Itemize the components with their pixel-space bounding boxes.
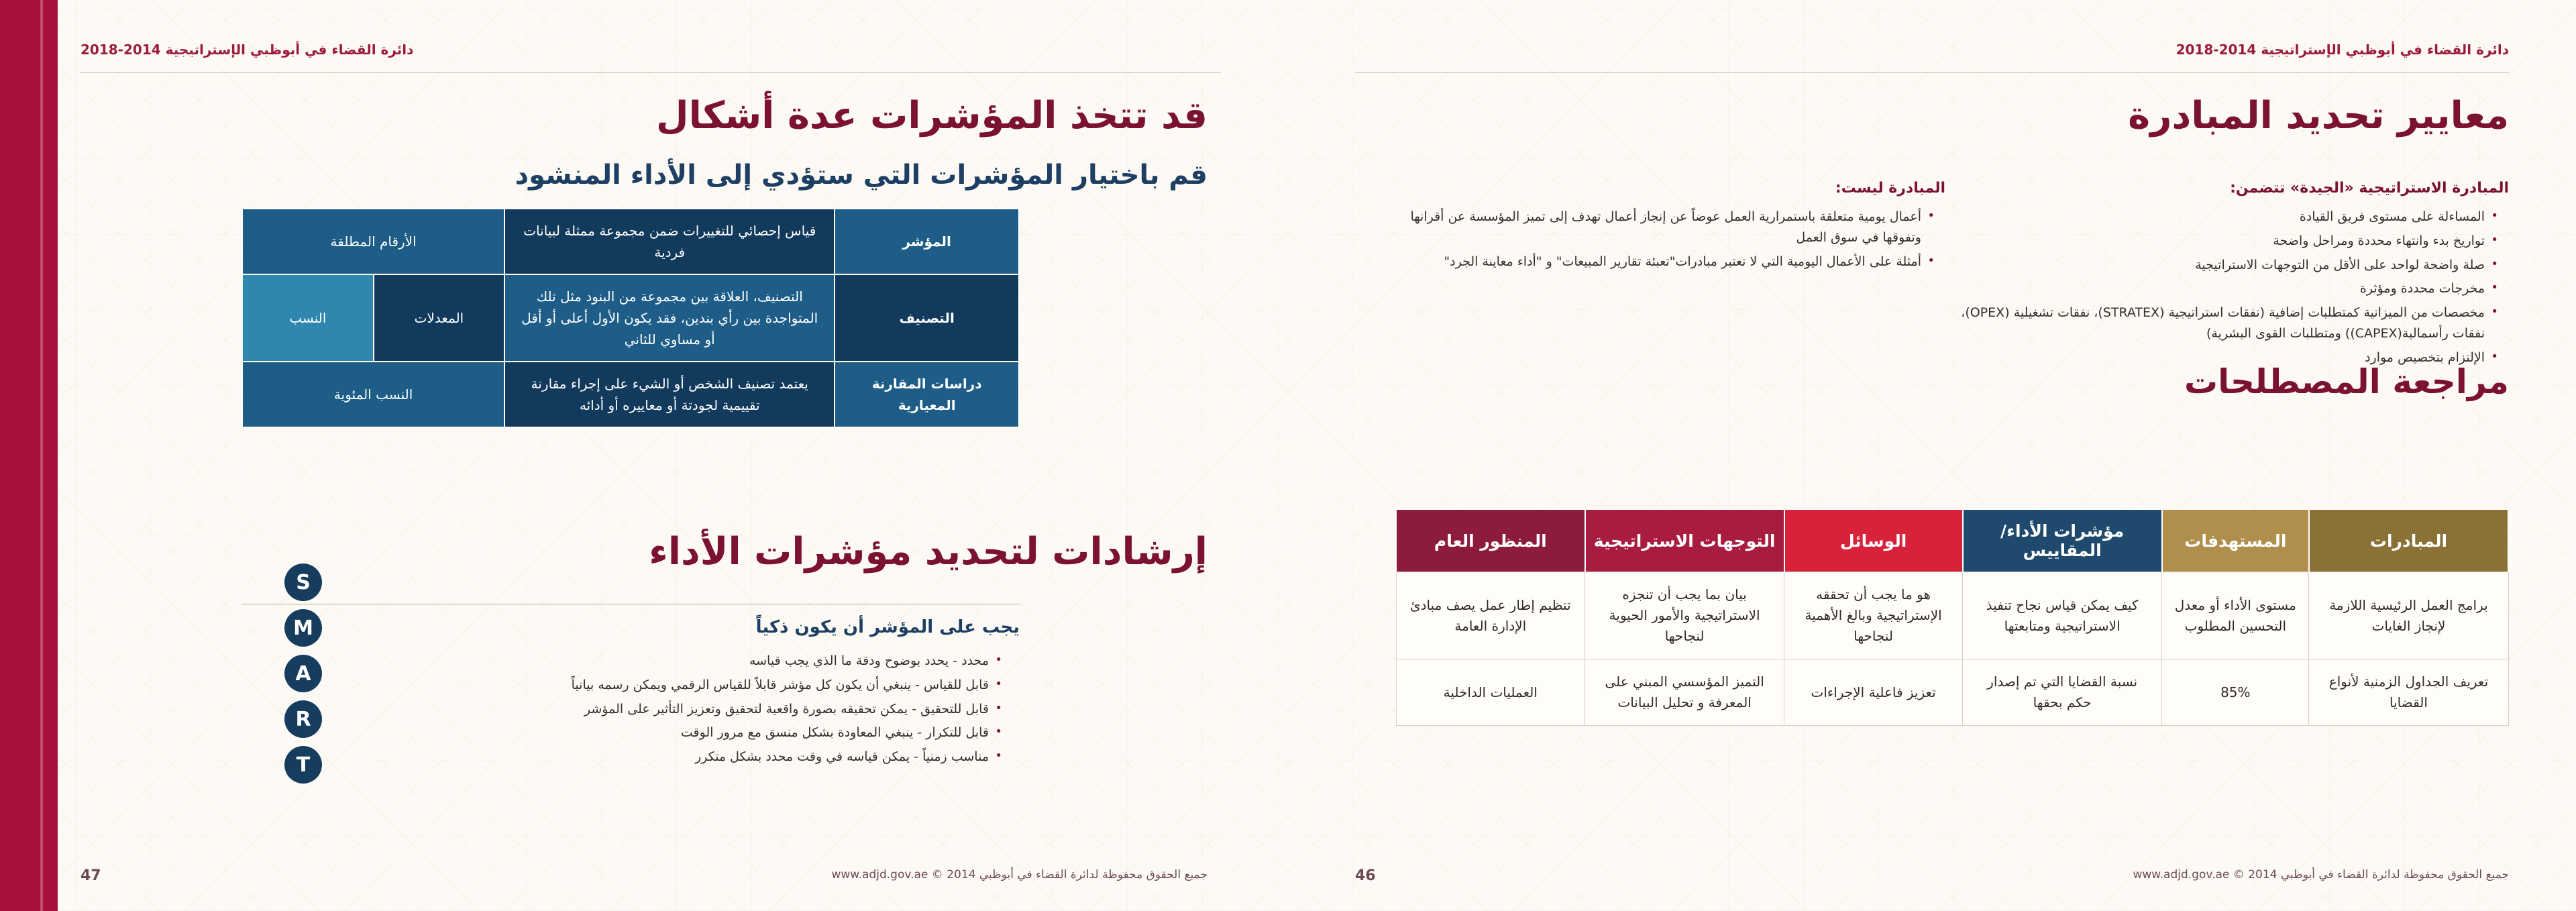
table-cell: النسب المئوية (242, 362, 504, 427)
table-cell: يعتمد تصنيف الشخص أو الشيء على إجراء مقارنة تقييمية لجودتة أو معاييره أو أدائه (504, 362, 835, 427)
table-cell: تعريف الجداول الزمنية لأنواع القضايا (2309, 659, 2508, 726)
list-item: • صلة واضحة لواحد على الأقل من التوجهات الاستراتيجية (1955, 255, 2485, 276)
section-title-guidelines: إرشادات لتحديد مؤشرات الأداء (649, 530, 1208, 574)
header-rule-right (1355, 72, 2509, 73)
list-item: • قابل للتكرار - ينبغي المعاودة بشكل منسق مع مرور الوقت (251, 722, 989, 743)
page-right (1288, 0, 2576, 911)
smart-badge-m: M (284, 609, 322, 647)
list-item: • تواريخ بدء وانتهاء محددة ومراحل واضحة (1955, 231, 2485, 252)
page-title-right: معايير تحديد المبادرة (2128, 94, 2509, 138)
page-subtitle-left: قم باختيار المؤشرات التي ستؤدي إلى الأداء المنشود (515, 160, 1208, 191)
list-item: • المساءلة على مستوى فريق القيادة (1955, 207, 2485, 227)
indicators-table (241, 208, 1020, 428)
table-cell: تعزيز فاعلية الإجراءات (1784, 659, 1963, 726)
smart-badge-s: S (284, 564, 322, 601)
table-header-kpis: مؤشرات الأداء/ المقاييس (1963, 510, 2162, 572)
footer-copyright-right: جميع الحقوق محفوظة لدائرة القضاء في أبوظبي www.adjd.gov.ae © 2014 (2133, 868, 2509, 881)
table-cell: العمليات الداخلية (1396, 659, 1585, 726)
list-item: • مناسب زمنياً - يمكن قياسه في وقت محدد بشكل متكرر (251, 747, 989, 767)
smart-badge-r: R (284, 700, 322, 738)
terms-table (1395, 510, 2509, 726)
table-header-row (1396, 510, 2508, 572)
header-rule-left (80, 72, 1221, 73)
column-heading-good-initiative: المبادرة الاستراتيجية «الجيدة» تتضمن: (2230, 180, 2509, 197)
table-header-means: الوسائل (1784, 510, 1963, 572)
table-cell: 85% (2162, 659, 2309, 726)
list-item: • الإلتزام بتخصيص موارد (1955, 347, 2485, 368)
running-head-right: دائرة القضاء في أبوظبي الإستراتيجية 2014-2018 (2176, 42, 2509, 58)
table-cell: النسب (242, 274, 374, 362)
table-cell: برامج العمل الرئيسية اللازمة لإنجاز الغايات (2309, 572, 2508, 659)
bullet-list-not-initiative (1391, 207, 1939, 275)
section-title-terms: مراجعة المصطلحات (2184, 362, 2509, 401)
table-header-directions: التوجهات الاستراتيجية (1585, 510, 1784, 572)
table-row (1396, 572, 2508, 659)
table-row (242, 209, 1019, 274)
bullet-list-good-initiative (1955, 207, 2502, 371)
list-item: • أعمال يومية متعلقة باستمرارية العمل عوضاً عن إنجاز أعمال تهدف إلى تميز المؤسسة عن أقرانها وتفوقها في سوق العمل (1391, 207, 1921, 248)
table-cell: مستوى الأداء أو معدل التحسين المطلوب (2162, 572, 2309, 659)
table-cell: المعدلات (374, 274, 505, 362)
footer-copyright-left: جميع الحقوق محفوظة لدائرة القضاء في أبوظبي www.adjd.gov.ae © 2014 (831, 868, 1208, 881)
table-row (1396, 659, 2508, 726)
table-cell: التميز المؤسسي المبني على المعرفة و تحليل البيانات (1585, 659, 1784, 726)
running-head-left: دائرة القضاء في أبوظبي الإستراتيجية 2014-2018 (80, 42, 414, 58)
row-label-indicator: المؤشر (835, 209, 1019, 274)
row-label-classification: التصنيف (835, 274, 1019, 362)
table-cell: الأرقام المطلقة (242, 209, 504, 274)
list-item: • أمثلة على الأعمال اليومية التي لا تعتبر مبادرات"تعبئة تقارير المبيعات" و "أداء معاينة الجرد" (1391, 252, 1921, 272)
table-header-initiatives: المبادرات (2309, 510, 2508, 572)
page-number-left: 47 (80, 867, 101, 884)
list-item: • قابل للقياس - ينبغي أن يكون كل مؤشر قابلاً للقياس الرقمي ويمكن رسمه بيانياً (251, 675, 989, 696)
table-header-targets: المستهدفات (2162, 510, 2309, 572)
table-cell: نسبة القضايا التي تم إصدار حكم بحقها (1963, 659, 2162, 726)
table-header-perspective: المنظور العام (1396, 510, 1585, 572)
row-label-benchmarking: دراسات المقارنة المعيارية (835, 362, 1019, 427)
smart-badge-t: T (284, 746, 322, 784)
table-cell: قياس إحصائي للتغييرات ضمن مجموعة ممثلة لبيانات فردية (504, 209, 835, 274)
book-spine (0, 0, 58, 911)
spine-accent-line (40, 0, 43, 911)
column-heading-not-initiative: المبادرة ليست: (1835, 180, 1945, 197)
list-item: • قابل للتحقيق - يمكن تحقيقه بصورة واقعية لتحقيق وتعزيز التأثير على المؤشر (251, 699, 989, 720)
guidelines-subtitle: يجب على المؤشر أن يكون ذكياً (755, 617, 1020, 637)
smart-badge-a: A (284, 655, 322, 692)
table-row (242, 362, 1019, 427)
list-item: • محدد - يحدد بوضوح ودقة ما الذي يجب قياسه (251, 651, 989, 672)
table-cell: تنظيم إطار عمل يصف مبادئ الإدارة العامة (1396, 572, 1585, 659)
table-cell: هو ما يجب أن تحققه الإستراتيجية وبالغ الأهمية لنجاحها (1784, 572, 1963, 659)
table-cell: كيف يمكن قياس نجاح تنفيذ الاستراتيجية ومتابعتها (1963, 572, 2162, 659)
table-cell: بيان بما يجب أن تنجزه الاستراتيجية والأمور الحيوية لنجاحها (1585, 572, 1784, 659)
table-cell: التصنيف، العلاقة بين مجموعة من البنود مثل تلك المتواجدة بين رأي بندين، فقد يكون الأول أعلى أو أقل أو مساوي للثاني (504, 274, 835, 362)
table-row (242, 274, 1019, 362)
guidelines-bullet-list (251, 651, 1006, 771)
page-title-left: قد تتخذ المؤشرات عدة أشكال (656, 94, 1208, 138)
list-item: • مخرجات محددة ومؤثرة (1955, 278, 2485, 299)
list-item: • مخصصات من الميزانية كمتطلبات إضافية (نفقات استراتيجية (STRATEX)، نفقات تشغيلية (OPEX)، نفقات رأسمالية(CAPEX)) ومتطلبات القوى البشرية) (1955, 303, 2485, 344)
page-number-right: 46 (1355, 867, 1376, 884)
